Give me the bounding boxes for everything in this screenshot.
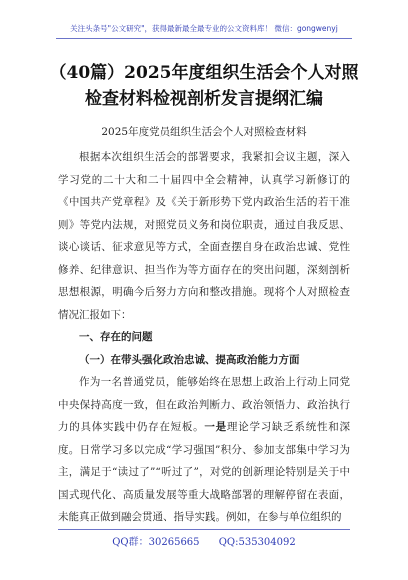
emphasis-marker: 一是 (204, 421, 227, 433)
footer-divider (58, 529, 350, 530)
footer-qq-group: QQ群：30265665 (112, 537, 200, 548)
intro-paragraph: 根据本次组织生活会的部署要求，我紧扣会议主题，深入学习党的二十大和二十届四中全会精神，认真学习新修订的《中国共产党章程》及《关于新形势下党内政治生活的若干准则》等党内法规，对照党员义务和岗位职责，通过自我反思、谈心谈话、征求意见等方式，全面查摆自身在政治忠诚、党性修养、纪律意识、担当作为等方面存在的突出问题，深刻剖析思想根源，明确今后努力方向和整改措施。现将个人对照检查情况汇报如下： (58, 151, 350, 321)
body-paragraph (58, 371, 350, 529)
subsection-heading (58, 349, 350, 372)
document-title (40, 60, 368, 112)
paragraph-text-start: 作为一名普通党员，能够始终在思想上政治上行动上同党中央保持高度一致，但在政治判断力、政治领悟力、政治执行力的具体实践中仍存在短板。 (58, 376, 350, 433)
document-body (58, 146, 350, 529)
section-heading-text: 一、存在的问题 (79, 331, 153, 343)
document-subtitle: 2025年度党员组织生活会个人对照检查材料 (101, 126, 307, 138)
title-line-1: （40篇）2025年度组织生活会个人对照 (49, 63, 359, 83)
subsection-heading-text: （一）在带头强化政治忠诚、提高政治能力方面 (79, 353, 300, 366)
header-divider (56, 38, 352, 39)
paragraph-text-rest: 理论学习缺乏系统性和深度。日常学习多以完成“学习强国”积分、参加支部集中学习为主，满足于“读过了”“听过了”，对党的创新理论特别是关于中国式现代化、高质量发展等重大战略部署的理解停留在表面，未能真正做到融会贯通、指导实践。例如，在参与单位组织的 (58, 421, 351, 523)
section-heading (58, 326, 350, 349)
footer (0, 533, 408, 548)
header-banner: 关注头条号"公文研究"，获得最新最全最专业的公文资料库！ 微信：gongwenyj (70, 24, 338, 33)
footer-qq-contact: QQ:535304092 (218, 537, 296, 548)
title-line-2: 检查材料检视剖析发言提纲汇编 (85, 89, 323, 109)
